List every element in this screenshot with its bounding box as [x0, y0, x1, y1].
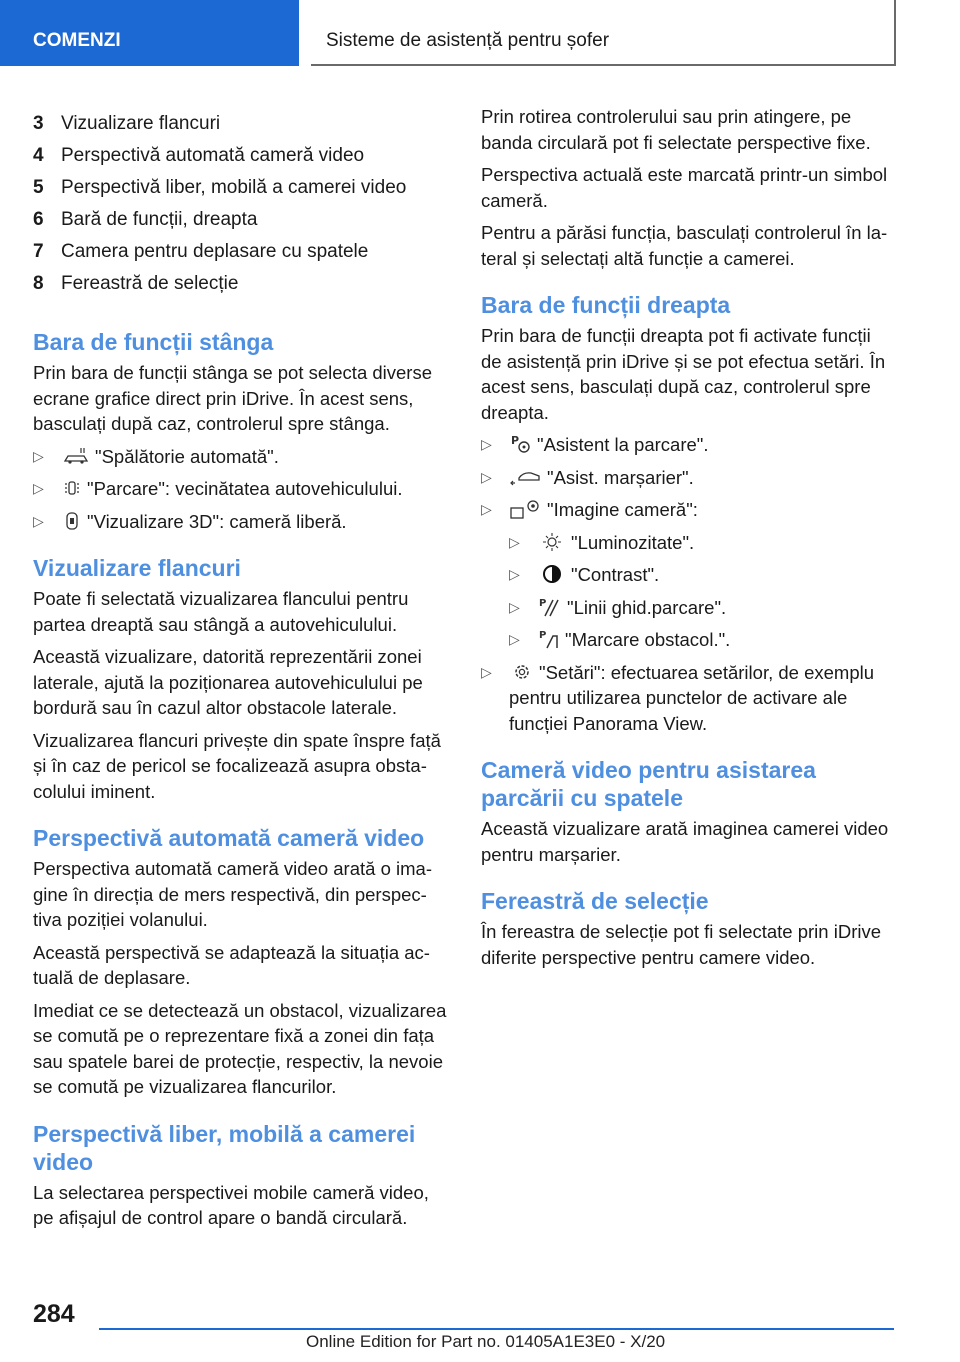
list-item: ▷ "Contrast". [509, 562, 895, 588]
bullet-list [33, 444, 447, 535]
legend-list [33, 108, 447, 300]
list-item: ▷ "Spălătorie automată". [33, 444, 447, 470]
paragraph: Această vizualizare arată imaginea camerei video pentru marșarier. [481, 818, 889, 865]
sub-bullet-list [509, 530, 895, 653]
heading-selection-window: Fereastră de selecție [481, 888, 709, 914]
page-header [0, 0, 960, 66]
list-item: ▷ "Luminozitate". [509, 530, 895, 556]
reverse-assist-icon [509, 466, 543, 488]
list-item: ▷ "Parcare": vecinătatea autovehiculului. [33, 476, 447, 502]
section-tab: COMENZI [0, 0, 299, 66]
list-item: ▷ P "Asistent la parcare". [481, 432, 895, 458]
park-assist-icon [509, 433, 533, 455]
bullet-icon: ▷ [481, 436, 492, 452]
paragraph: Această vizualizare, datorită reprezentării zonei laterale, ajută la poziționarea autovehiculului pe bordură sau în cazul altor obstacole laterale. [33, 646, 423, 718]
paragraph: Această perspectivă se adaptează la situația actuală de deplasare. [33, 941, 430, 988]
bullet-icon: ▷ [33, 512, 44, 529]
heading-free-perspective: Perspectivă liber, mobilă a camerei video [33, 1120, 416, 1175]
paragraph: Pentru a părăsi funcția, basculați controlerul în lateral și selectați altă funcție a camerei. [481, 222, 888, 269]
bullet-icon: ▷ [33, 447, 44, 464]
list-item: 8 Fereastră de selecție [33, 273, 239, 294]
list-item: ▷ P "Marcare obstacol.". [509, 627, 895, 653]
paragraph: În fereastra de selecție pot fi selectate prin iDrive diferite perspective pentru camere video. [481, 921, 881, 968]
heading-flank-view: Vizualizare flancuri [33, 555, 241, 581]
heading-auto-perspective: Perspectivă automată cameră video [33, 825, 425, 851]
gear-icon [509, 661, 535, 683]
list-item: 3 Vizualizare flancuri [33, 113, 221, 134]
footer-edition: Online Edition for Part no. 01405A1E3E0 - X/20 [306, 1332, 666, 1351]
bullet-icon: ▷ [33, 480, 44, 496]
contrast-icon [537, 563, 567, 585]
brightness-icon [537, 531, 567, 553]
page-number: 284 [33, 1300, 75, 1328]
car-wash-icon [61, 445, 91, 467]
list-item: ▷ "Imagine cameră": [481, 497, 895, 523]
list-item: 4 Perspectivă automată cameră video [33, 145, 365, 166]
bullet-icon: ▷ [509, 533, 520, 550]
bullet-icon: ▷ [481, 663, 492, 680]
list-item: ▷ "Setări": efectuarea setărilor, de exemplu pentru utilizarea punctelor de activare ale funcției Panorama View. [481, 661, 875, 734]
paragraph: Vizualizarea flancuri privește din spate înspre față și în caz de pericol se focalizează asupra obstacolului iminent. [33, 729, 441, 802]
bullet-icon: ▷ [481, 501, 492, 517]
svg-text:P: P [539, 597, 547, 609]
bullet-icon: ▷ [509, 598, 520, 615]
bullet-list [481, 432, 895, 523]
paragraph: Poate fi selectată vizualizarea flancului pentru partea dreaptă sau stângă a autovehiculului. [33, 588, 409, 635]
list-item: 7 Camera pentru deplasare cu spatele [33, 241, 369, 262]
left-column [33, 108, 447, 1238]
chapter-title: Sisteme de asistență pentru șofer [311, 0, 896, 66]
bullet-icon: ▷ [481, 468, 492, 485]
right-column [481, 104, 895, 977]
paragraph: Prin bara de funcții dreapta pot fi activate funcții de asistență prin iDrive și se pot efectua setări. În acest sens, basculați după caz, controlerul spre dreapta. [481, 325, 886, 423]
paragraph: Perspectiva automată cameră video arată o imagine în direcția de mers respectivă, din perspectiva poziției volanului. [33, 858, 432, 930]
bullet-list [481, 660, 895, 737]
paragraph: Perspectiva actuală este marcată printr-un simbol cameră. [481, 164, 888, 211]
paragraph: Prin rotirea controlerului sau prin atingere, pe banda circulară pot fi selectate perspective fixe. [481, 106, 871, 153]
footer-divider [99, 1328, 894, 1330]
list-item: ▷ "Vizualizare 3D": cameră liberă. [33, 509, 447, 535]
list-item: ▷ P "Linii ghid.parcare". [509, 595, 895, 621]
svg-text:P: P [511, 434, 520, 447]
camera-settings-icon [509, 498, 543, 520]
guide-lines-icon [537, 596, 563, 618]
list-item: ▷ "Asist. marșarier". [481, 465, 895, 491]
obstacle-marking-icon [537, 628, 561, 650]
paragraph: La selectarea perspectivei mobile cameră video, pe afișajul de control apare o bandă circulară. [33, 1181, 429, 1228]
3d-view-icon [61, 510, 83, 532]
paragraph: Prin bara de funcții stânga se pot selecta diverse ecrane grafice direct prin iDrive. În acest sens, basculați după caz, controlerul spre stânga. [33, 362, 433, 434]
heading-right-function-bar: Bara de funcții dreapta [481, 292, 731, 318]
heading-left-function-bar: Bara de funcții stânga [33, 329, 274, 355]
bullet-icon: ▷ [509, 631, 520, 647]
bullet-icon: ▷ [509, 566, 520, 582]
list-item: 6 Bară de funcții, dreapta [33, 209, 258, 230]
paragraph: Imediat ce se detectează un obstacol, vizualizarea se comută pe o reprezentare fixă a zonei din fața sau spatele barei de protecție, respectiv, la nevoie se comută pe vizualizarea flancurilor. [33, 999, 447, 1097]
svg-text:P: P [539, 630, 547, 641]
parking-view-icon [61, 477, 83, 499]
list-item: 5 Perspectivă liber, mobilă a camerei video [33, 177, 407, 198]
heading-reverse-camera: Cameră video pentru asistarea parcării cu spatele [481, 757, 816, 811]
